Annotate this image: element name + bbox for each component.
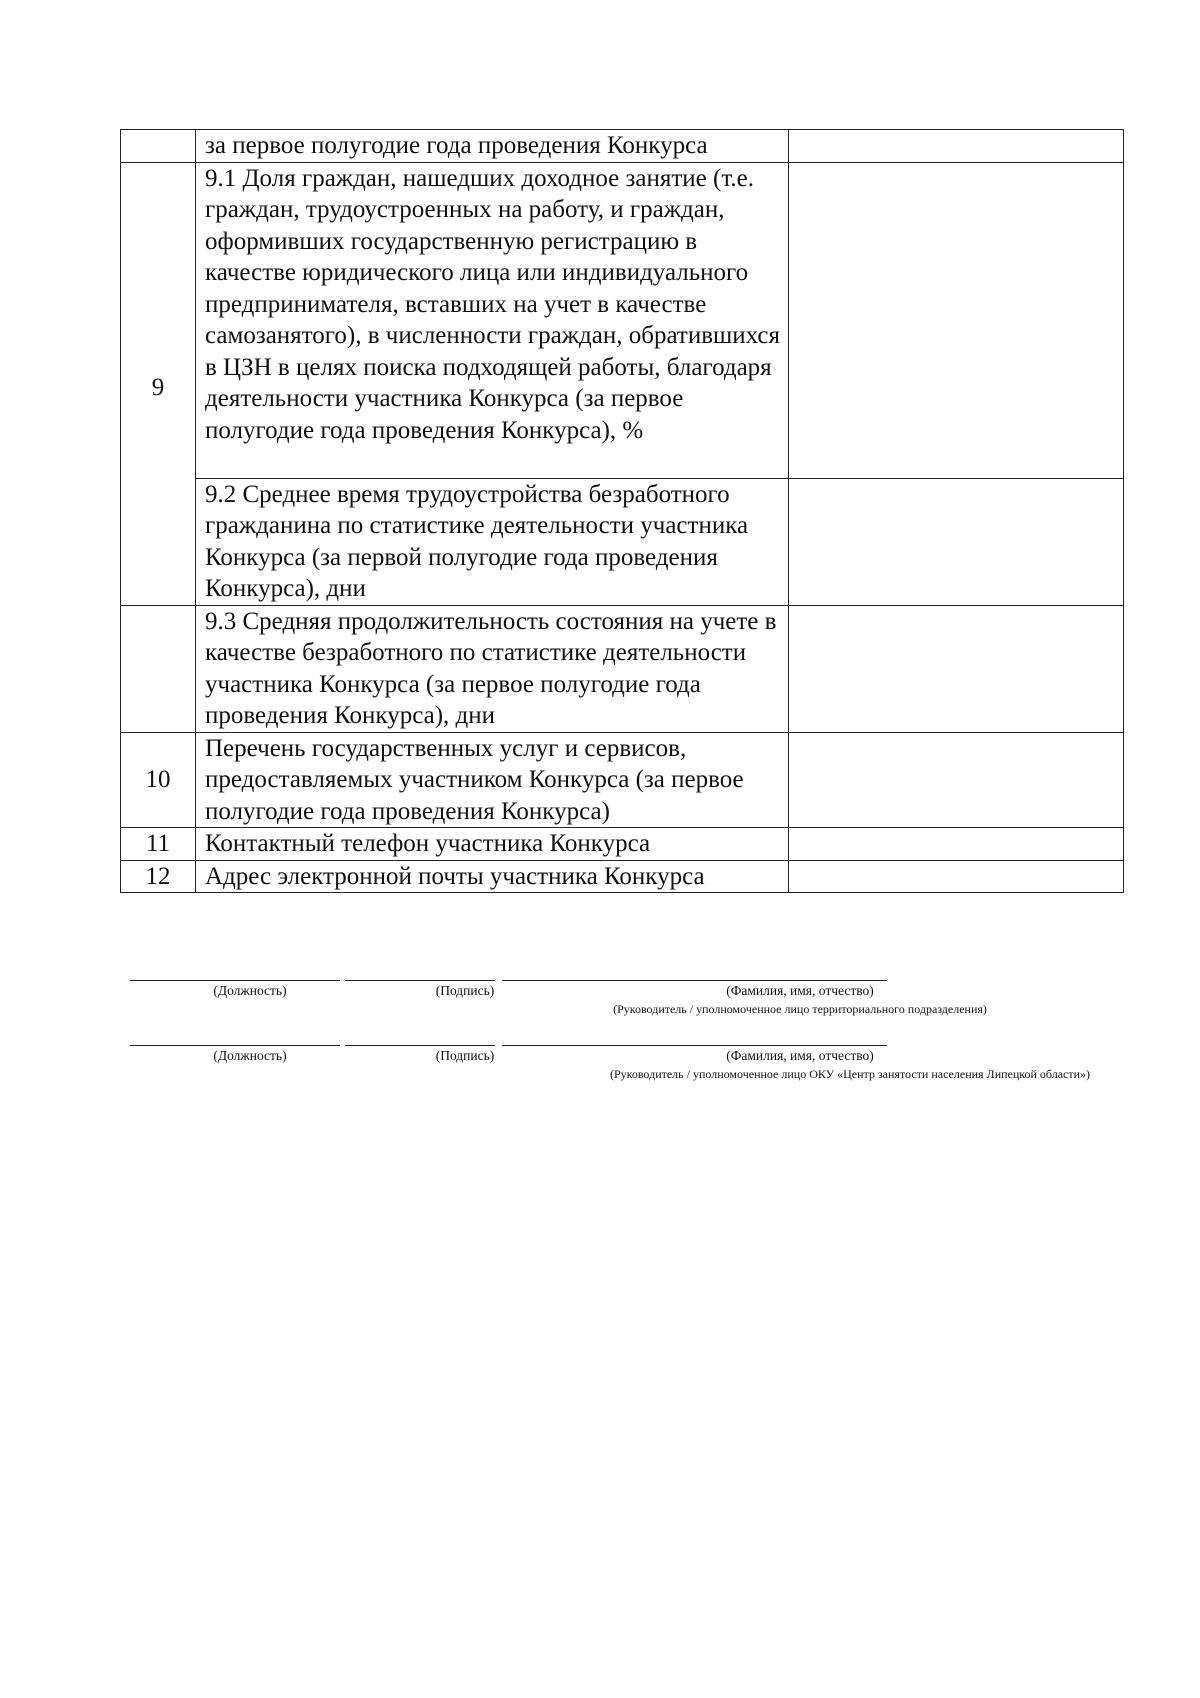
row-value	[789, 860, 1124, 893]
row-number: 9	[121, 162, 196, 605]
row-description: 9.1 Доля граждан, нашедших доходное занятие (т.е. граждан, трудоустроенных на работу, и граждан, оформивших государственную регистрацию в качестве юридического лица или индивидуального предпринимателя, вставших на учет в качестве самозанятого), в численности граждан, обратившихся в ЦЗН в целях поиска подходящей работы, благодаря деятельности участника Конкурса (за первое полугодие года проведения Конкурса), %	[196, 162, 789, 478]
signer-role-note: (Руководитель / уполномоченное лицо ОКУ «Центр занятости населения Липецкой области»)	[609, 1067, 1091, 1081]
signature-line	[345, 1045, 495, 1046]
row-description: Перечень государственных услуг и сервисов, предоставляемых участником Конкурса (за первое полугодие года проведения Конкурса)	[196, 732, 789, 828]
name-line	[502, 980, 887, 981]
table-row	[121, 162, 1124, 478]
row-value	[789, 162, 1124, 478]
position-line	[130, 980, 340, 981]
table-row	[121, 478, 1124, 605]
row-description: Контактный телефон участника Конкурса	[196, 828, 789, 861]
row-value	[789, 732, 1124, 828]
table-row	[121, 130, 1124, 163]
row-number: 11	[121, 828, 196, 861]
name-caption: (Фамилия, имя, отчество)	[726, 983, 874, 998]
table-row	[121, 828, 1124, 861]
table-row	[121, 605, 1124, 732]
indicator-table	[120, 129, 1124, 893]
name-line	[502, 1045, 887, 1046]
name-caption: (Фамилия, имя, отчество)	[726, 1048, 874, 1063]
row-description: за первое полугодие года проведения Конкурса	[196, 130, 789, 163]
row-number: 10	[121, 732, 196, 828]
row-description: Адрес электронной почты участника Конкурса	[196, 860, 789, 893]
signature-line	[345, 980, 495, 981]
signer-role-note: (Руководитель / уполномоченное лицо территориального подразделения)	[613, 1002, 987, 1016]
row-description: 9.3 Средняя продолжительность состояния на учете в качестве безработного по статистике деятельности участника Конкурса (за первое полугодие года проведения Конкурса), дни	[196, 605, 789, 732]
position-line	[130, 1045, 340, 1046]
row-value	[789, 130, 1124, 163]
table-row	[121, 732, 1124, 828]
row-number	[121, 605, 196, 732]
row-value	[789, 478, 1124, 605]
signature-caption: (Подпись)	[435, 983, 495, 998]
position-caption: (Должность)	[213, 1048, 287, 1063]
row-number	[121, 130, 196, 163]
position-caption: (Должность)	[213, 983, 287, 998]
row-value	[789, 605, 1124, 732]
table-row	[121, 860, 1124, 893]
row-description: 9.2 Среднее время трудоустройства безработного гражданина по статистике деятельности участника Конкурса (за первой полугодие года проведения Конкурса), дни	[196, 478, 789, 605]
row-number: 12	[121, 860, 196, 893]
row-value	[789, 828, 1124, 861]
signature-caption: (Подпись)	[435, 1048, 495, 1063]
